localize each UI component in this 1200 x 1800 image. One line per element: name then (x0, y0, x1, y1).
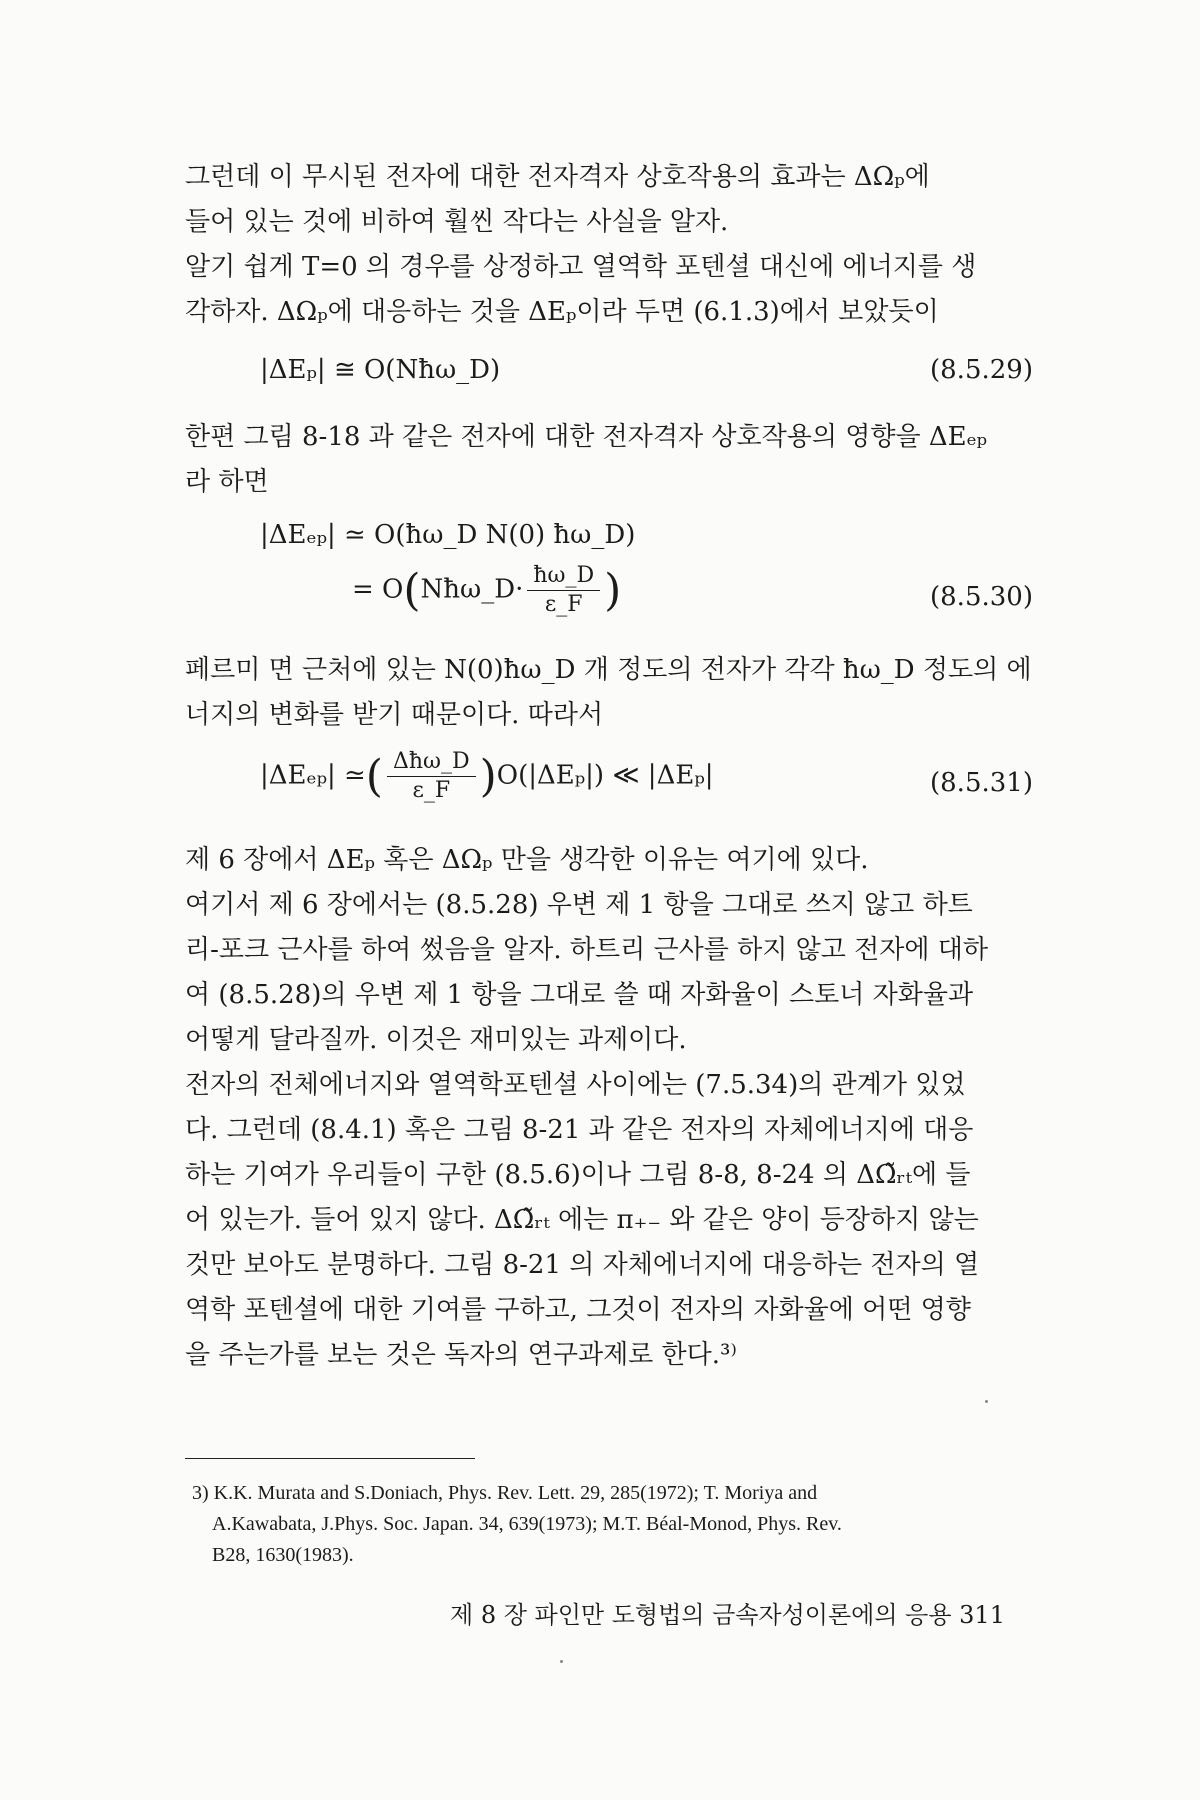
speck (985, 1400, 988, 1403)
equation-8-5-30-line2 (352, 562, 621, 619)
speck (560, 1660, 563, 1663)
equation-number: (8.5.29) (930, 355, 1033, 385)
text-line: 알기 쉽게 T=0 의 경우를 상정하고 열역학 포텐셜 대신에 에너지를 생 (185, 252, 977, 282)
equation-8-5-30-line1 (260, 520, 635, 550)
equation-number: (8.5.31) (930, 768, 1033, 798)
paragraph-3 (185, 415, 1040, 505)
paren-open: ( (365, 751, 383, 802)
equation-part: O(|ΔEₚ|) ≪ |ΔEₚ| (496, 760, 714, 791)
text-line: 들어 있는 것에 비하여 훨씬 작다는 사실을 알자. (185, 207, 729, 237)
text-line: 여기서 제 6 장에서는 (8.5.28) 우변 제 1 항을 그대로 쓰지 않고 하트 (185, 890, 973, 920)
paren-open: ( (403, 565, 421, 616)
footnote-line: B28, 1630(1983). (212, 1544, 354, 1566)
footnote (192, 1478, 1042, 1571)
text-line: 라 하면 (185, 467, 269, 497)
equation-8-5-29 (260, 355, 500, 385)
text-line: 어 있는가. 들어 있지 않다. ΔΩ̃ᵣₜ 에는 π₊₋ 와 같은 양이 등장하지 않는 (185, 1205, 979, 1235)
paren-close: ) (479, 751, 497, 802)
text-line: 한편 그림 8-18 과 같은 전자에 대한 전자격자 상호작용의 영향을 ΔEₑₚ (185, 422, 988, 452)
text-line: 것만 보아도 분명하다. 그림 8-21 의 자체에너지에 대응하는 전자의 열 (185, 1250, 980, 1280)
text-line: 여 (8.5.28)의 우변 제 1 항을 그대로 쓸 때 자화율이 스토너 자화율과 (185, 980, 974, 1010)
footnote-line: A.Kawabata, J.Phys. Soc. Japan. 34, 639(1973); M.T. Béal-Monod, Phys. Rev. (212, 1513, 842, 1535)
equation-part: |ΔEₑₚ| ≃ (260, 760, 366, 791)
paragraph-4 (185, 648, 1040, 738)
text-line: 전자의 전체에너지와 열역학포텐셜 사이에는 (7.5.34)의 관계가 있었 (185, 1070, 966, 1100)
fraction (387, 748, 476, 805)
equation-body: |ΔEₚ| ≅ O(Nħω_D) (260, 355, 501, 385)
paragraph-7 (185, 1063, 1040, 1378)
text-line: 을 주는가를 보는 것은 독자의 연구과제로 한다.³⁾ (185, 1340, 737, 1370)
text-line: 어떻게 달라질까. 이것은 재미있는 과제이다. (185, 1025, 687, 1055)
text-line: 각하자. ΔΩₚ에 대응하는 것을 ΔEₚ이라 두면 (6.1.3)에서 보았듯이 (185, 297, 939, 327)
text-line: 하는 기여가 우리들이 구한 (8.5.6)이나 그림 8-8, 8-24 의 ΔΩ̃ᵣₜ에 들 (185, 1160, 971, 1190)
paren-close: ) (604, 565, 622, 616)
fraction (527, 562, 600, 619)
fraction-numerator: ħω_D (527, 562, 600, 591)
footnote-divider (185, 1458, 475, 1459)
equation-part: Nħω_D· (420, 574, 524, 605)
equation-part: = O (352, 574, 404, 605)
paragraph-2 (185, 245, 1040, 335)
text-line: 너지의 변화를 받기 때문이다. 따라서 (185, 700, 604, 730)
paragraph-5 (185, 838, 1040, 883)
text-line: 제 6 장에서 ΔEₚ 혹은 ΔΩₚ 만을 생각한 이유는 여기에 있다. (185, 845, 869, 875)
text-line: 리-포크 근사를 하여 썼음을 알자. 하트리 근사를 하지 않고 전자에 대하 (185, 935, 988, 965)
text-line: 페르미 면 근처에 있는 N(0)ħω_D 개 정도의 전자가 각각 ħω_D 정도의 에 (185, 655, 1032, 685)
equation-number: (8.5.30) (930, 582, 1033, 612)
footnote-line: 3) K.K. Murata and S.Doniach, Phys. Rev. Lett. 29, 285(1972); T. Moriya and (192, 1482, 818, 1504)
paragraph-6 (185, 883, 1040, 1063)
text-line: 역학 포텐셜에 대한 기여를 구하고, 그것이 전자의 자화율에 어떤 영향 (185, 1295, 971, 1325)
equation-body: |ΔEₑₚ| ≃ O(ħω_D N(0) ħω_D) (260, 520, 636, 550)
fraction-numerator: Δħω_D (387, 748, 476, 777)
text-line: 그런데 이 무시된 전자에 대한 전자격자 상호작용의 효과는 ΔΩₚ에 (185, 162, 930, 192)
paragraph-1 (185, 155, 1040, 245)
fraction-denominator: ε_F (544, 592, 583, 617)
equation-8-5-31 (260, 748, 713, 805)
running-footer: 제 8 장 파인만 도형법의 금속자성이론에의 응용 311 (450, 1601, 1005, 1629)
fraction-denominator: ε_F (412, 778, 451, 803)
text-line: 다. 그런데 (8.4.1) 혹은 그림 8-21 과 같은 전자의 자체에너지에 대응 (185, 1115, 974, 1145)
